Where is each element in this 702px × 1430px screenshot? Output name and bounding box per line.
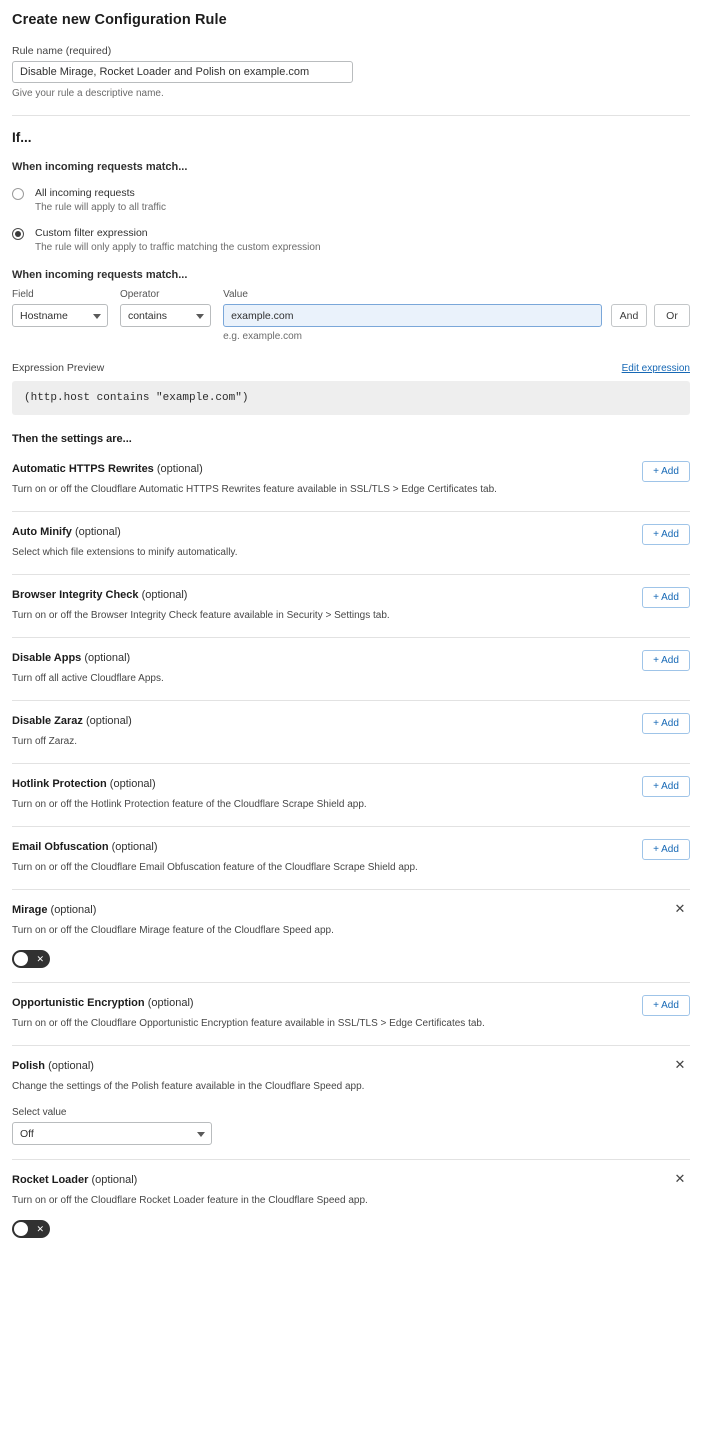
remove-setting-icon[interactable]: ✕ (674, 1057, 686, 1073)
rule-name-help: Give your rule a descriptive name. (12, 88, 164, 99)
radio-custom-filter-expression[interactable] (12, 226, 690, 253)
setting-hotlink-protection (12, 763, 690, 826)
add-button[interactable]: + Add (642, 776, 690, 797)
setting-mirage (12, 889, 690, 982)
polish-select-label: Select value (12, 1107, 67, 1119)
setting-description: Turn on or off the Cloudflare Automatic HTTPS Rewrites feature available in SSL/TLS > Edge Certificates tab. (12, 484, 497, 496)
setting-title (12, 841, 690, 853)
expression-preview-box: (http.host contains "example.com") (12, 381, 690, 415)
setting-description: Turn on or off the Hotlink Protection feature of the Cloudflare Scrape Shield app. (12, 799, 367, 811)
operator-select-value: contains (127, 309, 168, 322)
value-column-label: Value (223, 289, 248, 301)
setting-optional: (optional) (48, 1060, 94, 1073)
setting-title (12, 1060, 690, 1072)
divider (12, 115, 690, 116)
setting-title-text: Disable Zaraz (12, 715, 83, 728)
remove-setting-icon[interactable]: ✕ (674, 1171, 686, 1187)
toggle-off-icon: ✕ (36, 954, 44, 965)
toggle-knob (14, 952, 28, 966)
setting-title (12, 778, 690, 790)
field-select-value: Hostname (20, 309, 68, 322)
radio-icon-all-requests[interactable] (12, 188, 24, 200)
setting-optional: (optional) (91, 1174, 138, 1187)
setting-title (12, 652, 690, 664)
setting-optional: (optional) (156, 463, 203, 476)
radio-icon-custom-filter[interactable] (12, 228, 24, 240)
or-button[interactable]: Or (654, 304, 690, 327)
chevron-down-icon (197, 1132, 205, 1137)
setting-title (12, 715, 690, 727)
setting-description: Turn on or off the Browser Integrity Check feature available in Security > Settings tab. (12, 610, 390, 622)
setting-description: Turn on or off the Cloudflare Mirage feature of the Cloudflare Speed app. (12, 925, 334, 937)
setting-optional: (optional) (109, 778, 156, 791)
setting-title (12, 589, 690, 601)
setting-title (12, 463, 690, 475)
setting-description: Turn on or off the Cloudflare Opportunistic Encryption feature available in SSL/TLS > Edge Certificates tab. (12, 1018, 485, 1030)
setting-title-text: Auto Minify (12, 526, 72, 539)
setting-title-text: Hotlink Protection (12, 778, 107, 791)
toggle-off-icon: ✕ (36, 1224, 44, 1235)
if-section-heading: If... (12, 130, 32, 145)
radio-all-incoming-requests[interactable] (12, 186, 690, 213)
add-button[interactable]: + Add (642, 524, 690, 545)
setting-opportunistic-encryption (12, 982, 690, 1045)
setting-title-text: Rocket Loader (12, 1174, 89, 1187)
if-section-subhead: When incoming requests match... (12, 161, 188, 173)
setting-optional: (optional) (147, 997, 194, 1010)
setting-optional: (optional) (85, 715, 132, 728)
setting-optional: (optional) (111, 841, 158, 854)
radio-desc-custom-filter: The rule will only apply to traffic matching the custom expression (35, 242, 321, 254)
setting-description: Turn off all active Cloudflare Apps. (12, 673, 164, 685)
remove-setting-icon[interactable]: ✕ (674, 901, 686, 917)
setting-description: Change the settings of the Polish feature available in the Cloudflare Speed app. (12, 1081, 365, 1093)
setting-title-text: Disable Apps (12, 652, 82, 665)
add-button[interactable]: + Add (642, 461, 690, 482)
field-select[interactable] (12, 304, 108, 327)
radio-label-custom-filter: Custom filter expression (35, 227, 148, 240)
mirage-toggle[interactable] (12, 950, 50, 968)
setting-optional: (optional) (84, 652, 131, 665)
setting-title-text: Polish (12, 1060, 46, 1073)
radio-desc-all-requests: The rule will apply to all traffic (35, 202, 166, 214)
expression-preview-header (12, 362, 690, 374)
setting-description: Turn on or off the Cloudflare Rocket Loader feature in the Cloudflare Speed app. (12, 1195, 368, 1207)
setting-email-obfuscation (12, 826, 690, 889)
setting-title-text: Automatic HTTPS Rewrites (12, 463, 154, 476)
operator-select[interactable] (120, 304, 211, 327)
setting-title-text: Opportunistic Encryption (12, 997, 145, 1010)
expression-preview-label: Expression Preview (12, 362, 105, 375)
setting-title (12, 997, 690, 1009)
setting-disable-apps (12, 637, 690, 700)
setting-polish (12, 1045, 690, 1159)
add-button[interactable]: + Add (642, 995, 690, 1016)
setting-title-text: Browser Integrity Check (12, 589, 139, 602)
add-button[interactable]: + Add (642, 713, 690, 734)
add-button[interactable]: + Add (642, 587, 690, 608)
rule-name-input[interactable] (12, 61, 353, 83)
filter-subhead: When incoming requests match... (12, 269, 188, 282)
setting-rocket-loader (12, 1159, 690, 1252)
polish-select[interactable] (12, 1122, 212, 1145)
settings-list (12, 449, 690, 1252)
setting-automatic-https-rewrites (12, 449, 690, 511)
page-title: Create new Configuration Rule (12, 12, 227, 28)
setting-title (12, 1174, 690, 1186)
setting-description: Turn off Zaraz. (12, 736, 78, 748)
setting-title-text: Email Obfuscation (12, 841, 109, 854)
setting-optional: (optional) (74, 526, 121, 539)
setting-description: Select which file extensions to minify automatically. (12, 547, 238, 559)
setting-disable-zaraz (12, 700, 690, 763)
setting-browser-integrity-check (12, 574, 690, 637)
add-button[interactable]: + Add (642, 839, 690, 860)
rule-name-label: Rule name (required) (12, 45, 112, 57)
rocket-loader-toggle[interactable] (12, 1220, 50, 1238)
setting-title (12, 904, 690, 916)
chevron-down-icon (196, 314, 204, 319)
chevron-down-icon (93, 314, 101, 319)
and-button[interactable]: And (611, 304, 647, 327)
setting-optional: (optional) (141, 589, 188, 602)
filter-row (12, 289, 690, 342)
setting-description: Turn on or off the Cloudflare Email Obfuscation feature of the Cloudflare Scrape Shield app. (12, 862, 418, 874)
polish-select-value: Off (20, 1127, 34, 1140)
setting-title (12, 526, 690, 538)
setting-auto-minify (12, 511, 690, 574)
field-column-label: Field (12, 289, 34, 301)
value-input[interactable] (223, 304, 602, 327)
setting-optional: (optional) (50, 904, 97, 917)
setting-title-text: Mirage (12, 904, 48, 917)
configuration-rule-form (0, 12, 702, 1252)
radio-label-all-requests: All incoming requests (35, 187, 135, 199)
edit-expression-link[interactable]: Edit expression (621, 363, 690, 375)
add-button[interactable]: + Add (642, 650, 690, 671)
value-help: e.g. example.com (223, 331, 302, 343)
operator-column-label: Operator (119, 289, 160, 301)
then-settings-heading: Then the settings are... (12, 433, 132, 446)
toggle-knob (14, 1222, 28, 1236)
